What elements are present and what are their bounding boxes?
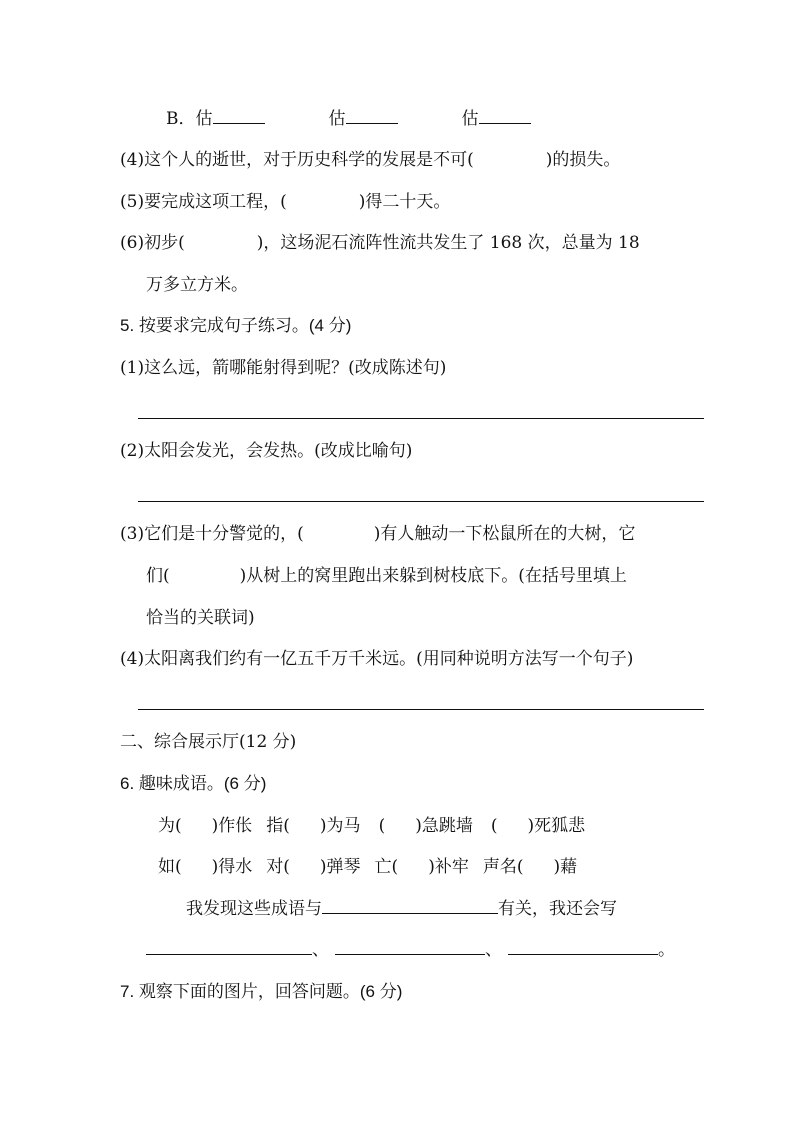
answer-blank[interactable]: [508, 938, 658, 955]
q5-item-2: (2)太阳会发光，会发热。(改成比喻句): [120, 441, 413, 461]
answer-blank[interactable]: [479, 107, 531, 124]
answer-blank[interactable]: [335, 938, 485, 955]
answer-line[interactable]: [138, 709, 704, 710]
q4-item-6: (6)初步( )，这场泥石流阵性流共发生了 168 次，总量为 18: [120, 233, 640, 253]
idiom-item: 亡( )补牢: [374, 857, 469, 877]
idiom-item: 如( )得水: [158, 857, 253, 877]
q5-item-3: (3)它们是十分警觉的，( )有人触动一下松鼠所在的大树，它: [120, 524, 636, 544]
q5-item-1: (1)这么远，箭哪能射得到呢？(改成陈述句): [120, 358, 447, 378]
q5-item-3-line3: 恰当的关联词): [146, 608, 255, 628]
q7-title: 7. 观察下面的图片，回答问题。(6 分): [120, 982, 403, 1001]
idiom-row-1: [158, 814, 585, 838]
q4-item-6-cont: 万多立方米。: [146, 275, 248, 295]
answer-line[interactable]: [138, 418, 704, 419]
answer-blank[interactable]: [213, 107, 265, 124]
idiom-item: 声名( )藉: [482, 857, 578, 877]
idiom-item: 对( )弹琴: [266, 857, 361, 877]
idiom-item: ( )急跳墙: [378, 816, 473, 836]
answer-line[interactable]: [138, 501, 704, 502]
q6-title: 6. 趣味成语。(6 分): [120, 774, 267, 793]
idiom-item: ( )死狐悲: [490, 816, 586, 836]
q5-title: 5. 按要求完成句子练习。(4 分): [120, 316, 352, 335]
answer-blank[interactable]: [322, 897, 498, 914]
idiom-item: 为( )作伥: [158, 816, 253, 836]
idiom-item: 指( )为马: [266, 816, 361, 836]
answer-blank[interactable]: [146, 938, 312, 955]
q6-discovery: 我发现这些成语与 有关，我还会写: [186, 899, 617, 919]
q6-write-more: 、 、 。: [146, 938, 675, 962]
idiom-row-2: [158, 855, 577, 879]
section-2-title: 二、综合展示厅(12 分): [120, 732, 297, 752]
q4-item-5: (5)要完成这项工程，( )得二十天。: [120, 192, 451, 212]
q4-item-4: (4)这个人的逝世，对于历史科学的发展是不可( )的损失。: [120, 150, 621, 170]
q4-option-b: B．估 估 估: [166, 107, 531, 131]
option-b-label: B．: [166, 109, 196, 129]
q5-item-3-line2: 们( )从树上的窝里跑出来躲到树枝底下。(在括号里填上: [146, 566, 627, 586]
answer-blank[interactable]: [346, 107, 398, 124]
q5-item-4: (4)太阳离我们约有一亿五千万千米远。(用同种说明方法写一个句子): [120, 649, 634, 669]
